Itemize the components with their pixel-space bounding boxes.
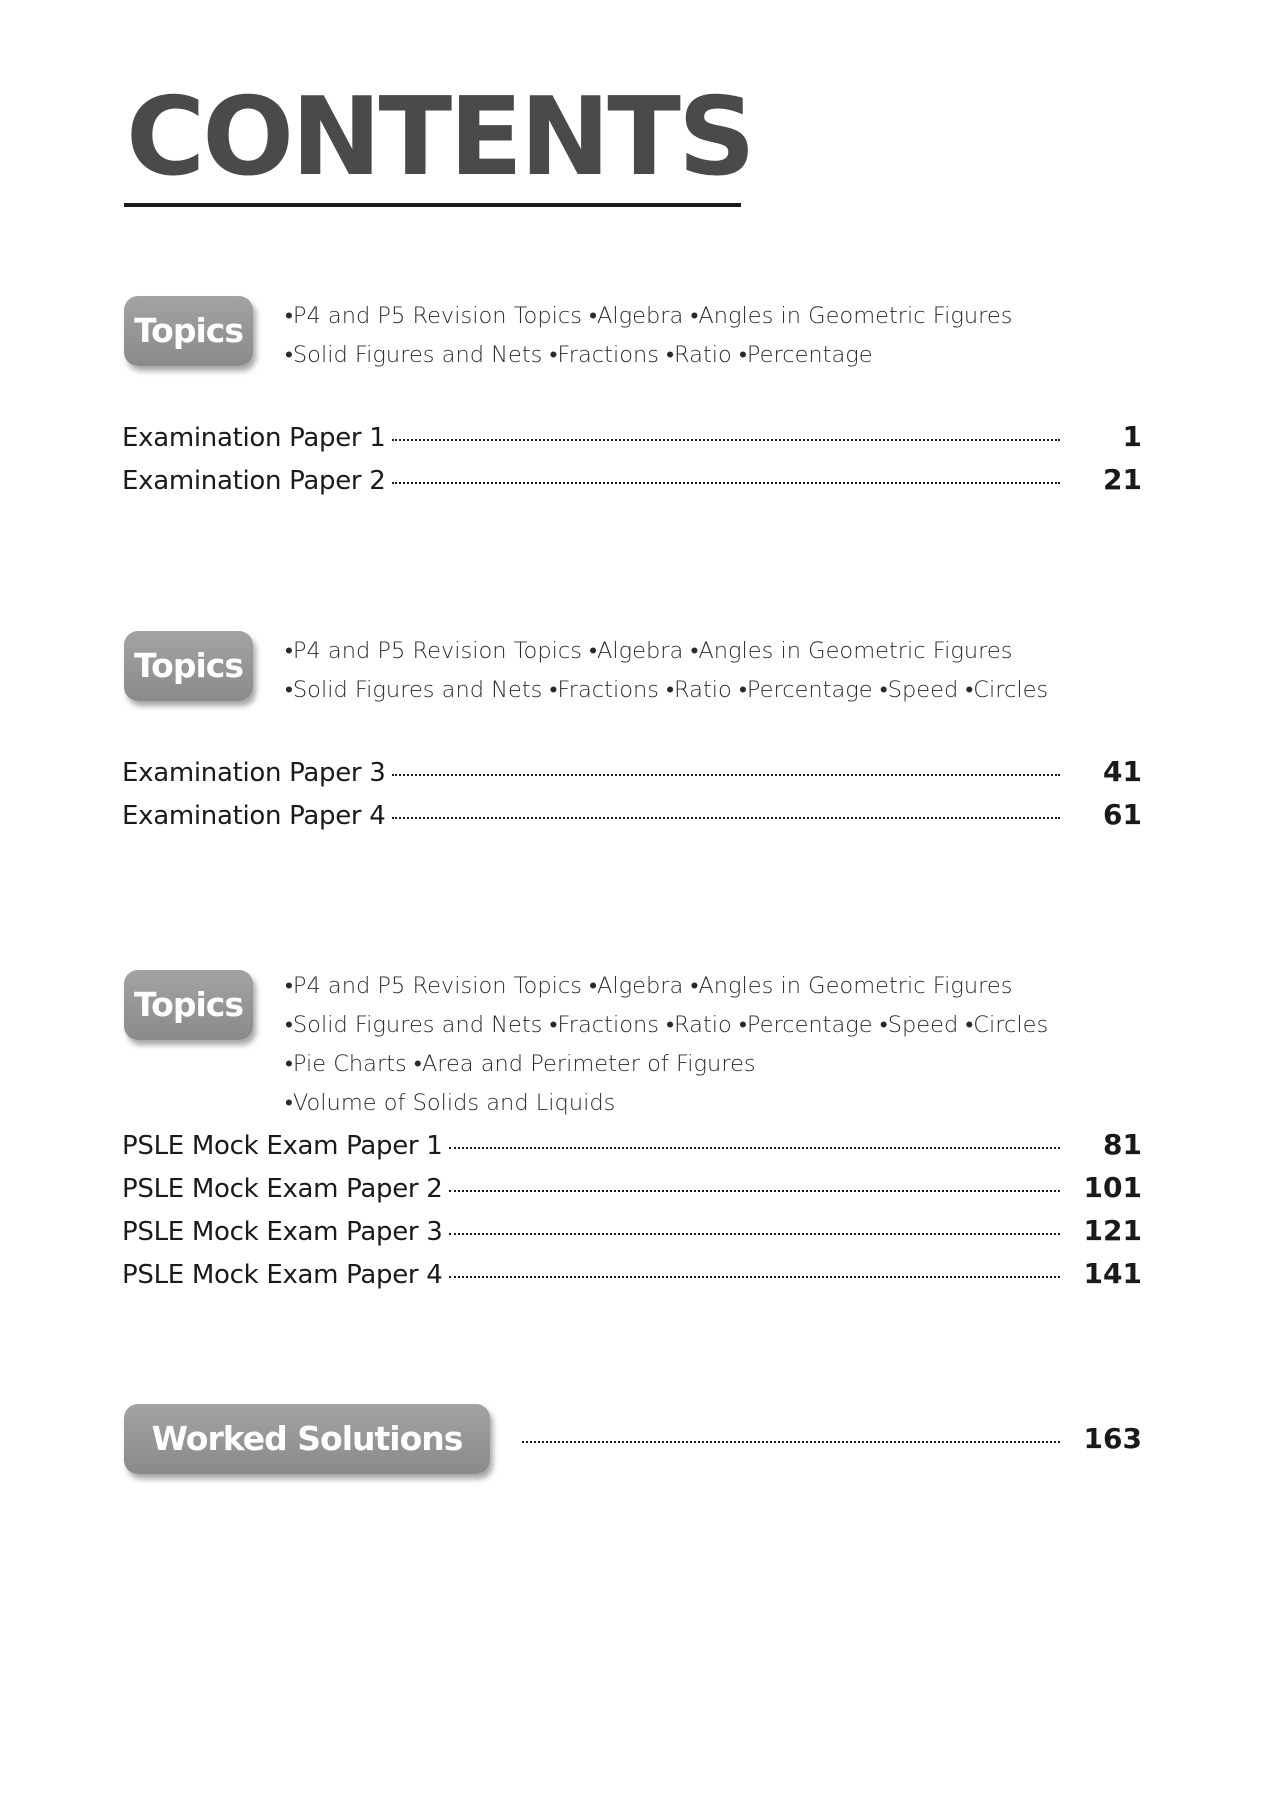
toc-entry-label: PSLE Mock Exam Paper 4 <box>122 1260 443 1290</box>
toc-entry-exam-paper-4[interactable] <box>122 798 1142 840</box>
dot-leader <box>392 817 1060 819</box>
topic-item: • Angles in Geometric Figures <box>690 638 1012 664</box>
toc-entry-label: PSLE Mock Exam Paper 3 <box>122 1217 443 1247</box>
toc-entry-label: PSLE Mock Exam Paper 1 <box>122 1131 443 1161</box>
toc-entry-psle-mock-1[interactable] <box>122 1128 1142 1170</box>
toc-entry-exam-paper-2[interactable] <box>122 463 1142 505</box>
topics-badge-3: Topics <box>124 970 253 1040</box>
toc-entry-psle-mock-2[interactable] <box>122 1171 1142 1213</box>
dot-leader <box>392 774 1060 776</box>
topic-item: • Volume of Solids and Liquids <box>285 1090 615 1116</box>
topic-item: • Solid Figures and Nets <box>285 1012 542 1038</box>
topic-item: • P4 and P5 Revision Topics <box>285 973 582 999</box>
toc-entry-page: 141 <box>1083 1257 1142 1290</box>
dot-leader <box>522 1441 1060 1443</box>
topic-item: • Area and Perimeter of Figures <box>414 1051 756 1077</box>
dot-leader <box>392 439 1060 441</box>
toc-entry-page: 101 <box>1083 1171 1142 1204</box>
page-title: CONTENTS <box>126 75 753 200</box>
topic-item: • Speed <box>880 1012 958 1038</box>
toc-entry-psle-mock-3[interactable] <box>122 1214 1142 1256</box>
dot-leader <box>449 1276 1061 1278</box>
topic-item: • Fractions <box>550 1012 659 1038</box>
topic-item: • Ratio <box>666 1012 732 1038</box>
topic-item: • Solid Figures and Nets <box>285 677 542 703</box>
toc-entry-label: Examination Paper 1 <box>122 423 386 453</box>
toc-entry-page: 61 <box>1103 798 1142 831</box>
toc-entry-exam-paper-1[interactable] <box>122 420 1142 462</box>
toc-entry-page: 121 <box>1083 1214 1142 1247</box>
dot-leader <box>449 1190 1061 1192</box>
topic-item: • Algebra <box>589 973 683 999</box>
topics-list-2 <box>285 632 1065 710</box>
topic-item: • Angles in Geometric Figures <box>690 973 1012 999</box>
toc-entry-exam-paper-3[interactable] <box>122 755 1142 797</box>
toc-entry-page: 1 <box>1122 420 1142 453</box>
toc-entry-label: Examination Paper 2 <box>122 466 386 496</box>
topic-item: • Percentage <box>739 677 873 703</box>
topic-item: • Ratio <box>666 677 732 703</box>
topic-item: • Percentage <box>739 1012 873 1038</box>
toc-entry-page: 41 <box>1103 755 1142 788</box>
topic-item: • Percentage <box>739 342 873 368</box>
topic-item: • Ratio <box>666 342 732 368</box>
topic-item: • Fractions <box>550 342 659 368</box>
topic-item: • Fractions <box>550 677 659 703</box>
toc-entry-page: 163 <box>1083 1422 1142 1455</box>
topics-list-1 <box>285 297 1065 375</box>
topic-item: • Angles in Geometric Figures <box>690 303 1012 329</box>
topic-item: • Circles <box>965 1012 1048 1038</box>
toc-entry-label: Examination Paper 4 <box>122 801 386 831</box>
toc-entry-psle-mock-4[interactable] <box>122 1257 1142 1299</box>
topic-item: • Speed <box>880 677 958 703</box>
topics-badge-2: Topics <box>124 631 253 701</box>
toc-entry-label: PSLE Mock Exam Paper 2 <box>122 1174 443 1204</box>
topic-item: • Pie Charts <box>285 1051 407 1077</box>
topic-item: • Circles <box>965 677 1048 703</box>
toc-entry-worked-solutions[interactable] <box>522 1422 1142 1464</box>
topic-item: • P4 and P5 Revision Topics <box>285 303 582 329</box>
topics-list-3 <box>285 967 1065 1123</box>
topic-item: • Solid Figures and Nets <box>285 342 542 368</box>
dot-leader <box>449 1147 1061 1149</box>
toc-entry-page: 81 <box>1103 1128 1142 1161</box>
dot-leader <box>449 1233 1061 1235</box>
topics-badge-1: Topics <box>124 296 253 366</box>
topic-item: • Algebra <box>589 303 683 329</box>
worked-solutions-badge[interactable]: Worked Solutions <box>124 1404 490 1474</box>
toc-entry-page: 21 <box>1103 463 1142 496</box>
dot-leader <box>392 482 1060 484</box>
topic-item: • Algebra <box>589 638 683 664</box>
title-underline <box>124 203 741 207</box>
toc-entry-label: Examination Paper 3 <box>122 758 386 788</box>
topic-item: • P4 and P5 Revision Topics <box>285 638 582 664</box>
